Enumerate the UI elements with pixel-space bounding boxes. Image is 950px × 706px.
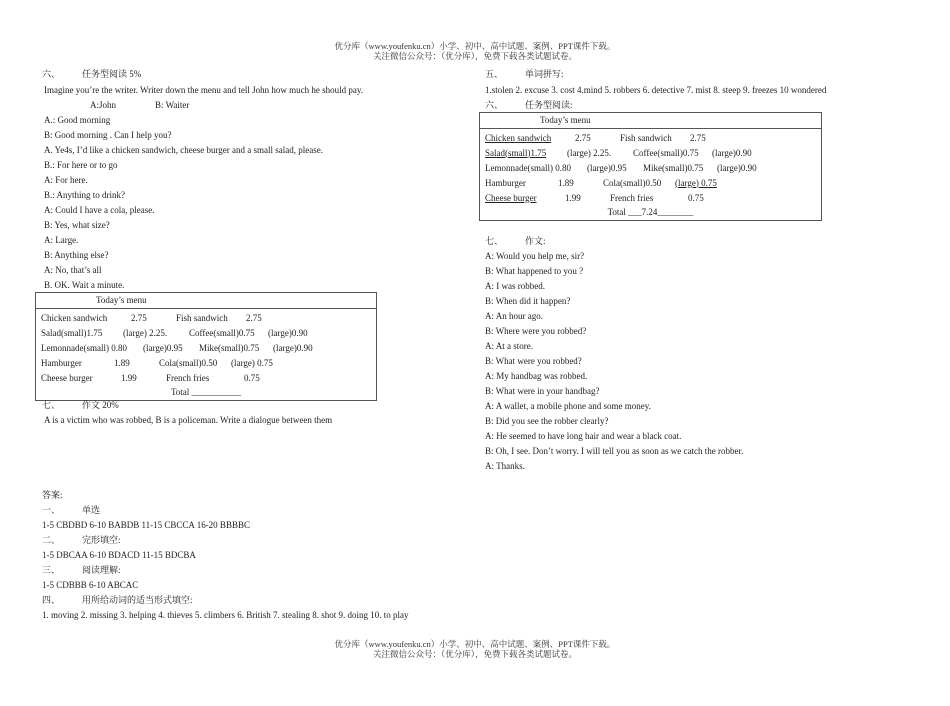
menu-cell: 0.75 [688,192,704,203]
dialogue-line: B. OK. Wait a minute. [44,280,125,290]
section-number: 四、 [42,595,61,605]
menu-cell: 2.75 [246,312,262,323]
right-section-5-heading [485,69,564,80]
reading-instruction: Imagine you’re the writer. Writer down the menu and tell John how much he should pay. [44,85,364,95]
section-title: 用所给动词的适当形式填空: [82,595,193,605]
dialogue-line: B: What were in your handbag? [485,386,600,396]
menu-cell: Chicken sandwich [485,132,552,143]
section-title: 完形填空: [82,535,121,545]
menu-cell: (large)0.95 [143,342,183,353]
section-title: 任务型阅读: [525,100,573,110]
answer-key: 1-5 CDBBB 6-10 ABCAC [42,580,139,590]
section-title: 任务型阅读 5% [82,69,142,79]
answer-section-heading [42,595,193,606]
dialogue-line: A. Ye4s, I’d like a chicken sandwich, cheese burger and a small salad, please. [44,145,323,155]
answer-section-heading [42,565,121,576]
menu-cell: Salad(small)1.75 [485,147,547,158]
section-number: 七、 [42,400,61,410]
section-title: 作文 20% [82,400,119,410]
dialogue-line: B: What were you robbed? [485,356,582,366]
writing-prompt: A is a victim who was robbed, B is a policeman. Write a dialogue between them [44,415,333,425]
dialogue-line: B: What happened to you ? [485,266,584,276]
menu-row [485,160,816,175]
left-section-6-heading [42,69,141,80]
dialogue-line: A: Large. [44,235,79,245]
menu-cell: Lemonnade(small) 0.80 [41,342,127,353]
menu-row [485,175,816,190]
section-number: 三、 [42,565,61,575]
right-section-6-heading [485,100,573,111]
menu-row [41,355,371,370]
section-number: 六、 [485,100,504,110]
menu-cell: Mike(small)0.75 [643,162,704,173]
left-section-7-heading [42,400,119,411]
menu-cell: Coffee(small)0.75 [189,327,255,338]
dialogue-line: B: Where were you robbed? [485,326,587,336]
menu-cell: Cheese burger [485,192,537,203]
menu-cell: Mike(small)0.75 [199,342,260,353]
menu-cell: 1.89 [558,177,574,188]
right-section-7-heading [485,236,546,247]
menu-cell: Lemonnade(small) 0.80 [485,162,571,173]
menu-cell: (large)0.90 [712,147,752,158]
dialogue-line: A: An hour ago. [485,311,543,321]
menu-row [485,190,816,205]
section-number: 二、 [42,535,61,545]
menu-row [41,325,371,340]
menu-cell: (large) 2.25. [123,327,168,338]
answer-section-heading [42,505,100,516]
menu-row [485,130,816,145]
dialogue-line: B: Anything else? [44,250,109,260]
dialogue-line: A.: Good morning [44,115,111,125]
menu-cell: French fries [610,192,654,203]
dialogue-line: B.: For here or to go [44,160,118,170]
menu-title: Today’s menu [540,115,591,125]
answer-key: 1-5 CBDBD 6-10 BABDB 11-15 CBCCA 16-20 BBBBC [42,520,250,530]
section-number: 六、 [42,69,61,79]
page-header [0,41,950,61]
menu-cell: (large) 2.25. [567,147,612,158]
header-line-1: 优分库（www.youfenku.cn）小学、初中、高中试题、案例、PPT课件下载。 [334,41,616,51]
section-number: 一、 [42,505,61,515]
dialogue-line: B: Good morning . Can I help you? [44,130,172,140]
footer-line-1: 优分库（www.youfenku.cn）小学、初中、高中试题、案例、PPT课件下载。 [334,639,616,649]
dialogue-line: B: Oh, I see. Don’t worry. I will tell you as soon as we catch the robber. [485,446,744,456]
menu-row [485,145,816,160]
menu-cell: 0.75 [244,372,260,383]
menu-cell: (large)0.95 [587,162,627,173]
menu-cell: Fish sandwich [620,132,672,143]
dialogue-line: A: For here. [44,175,88,185]
right-menu-table [479,112,822,221]
menu-cell: 2.75 [575,132,591,143]
section-title: 单选 [82,505,101,515]
menu-cell: Salad(small)1.75 [41,327,103,338]
menu-cell: (large)0.90 [717,162,757,173]
menu-cell: (large) 0.75 [231,357,273,368]
menu-cell: (large)0.90 [268,327,308,338]
spelling-answers: 1.stolen 2. excuse 3. cost 4.mind 5. robbers 6. detective 7. mist 8. steep 9. freezes 10 wondered [485,85,827,95]
menu-cell: (large) 0.75 [675,177,717,188]
menu-row [41,310,371,325]
footer-line-2: 关注微信公众号：（优分库），免费下载各类试题试卷。 [372,649,577,659]
section-number: 五、 [485,69,504,79]
dialogue-line: A: No, that’s all [44,265,102,275]
section-title: 单词拼写: [525,69,564,79]
menu-cell: (large)0.90 [273,342,313,353]
page-footer [0,639,950,659]
header-line-2: 关注微信公众号：（优分库），免费下载各类试题试卷。 [372,51,577,61]
role-a: A:John [90,100,117,110]
menu-row [41,340,371,355]
menu-cell: French fries [166,372,210,383]
dialogue-line: B.: Anything to drink? [44,190,125,200]
menu-title: Today’s menu [96,295,147,305]
section-title: 作文: [525,236,546,246]
menu-cell: 1.89 [114,357,130,368]
answer-key: 1-5 DBCAA 6-10 BDACD 11-15 BDCBA [42,550,196,560]
menu-cell: 1.99 [121,372,137,383]
dialogue-line: A: Would you help me, sir? [485,251,585,261]
menu-cell: 2.75 [690,132,706,143]
role-b: B: Waiter [155,100,190,110]
menu-cell: Fish sandwich [176,312,228,323]
menu-cell: 2.75 [131,312,147,323]
dialogue-line: A: At a store. [485,341,533,351]
dialogue-line: A: I was robbed. [485,281,545,291]
dialogue-line: A: Thanks. [485,461,525,471]
answer-key: 1. moving 2. missing 3. helping 4. thieves 5. climbers 6. British 7. stealing 8. shot 9. doing 10. to play [42,610,409,620]
menu-cell: Coffee(small)0.75 [633,147,699,158]
dialogue-line: A: Could I have a cola, please. [44,205,155,215]
menu-cell: Chicken sandwich [41,312,108,323]
dialogue-line: A: My handbag was robbed. [485,371,588,381]
answer-section-heading [42,535,121,546]
menu-cell: Cola(small)0.50 [159,357,218,368]
menu-total: Total ___7.24________ [607,207,694,217]
left-menu-table [35,292,377,401]
dialogue-line: B: When did it happen? [485,296,571,306]
menu-row [41,370,371,385]
dialogue-line: A: He seemed to have long hair and wear a black coat. [485,431,682,441]
answers-heading: 答案: [42,490,63,500]
menu-cell: Cola(small)0.50 [603,177,662,188]
dialogue-line: B: Did you see the robber clearly? [485,416,609,426]
dialogue-line: A: A wallet, a mobile phone and some money. [485,401,651,411]
section-number: 七、 [485,236,504,246]
dialogue-line: B: Yes, what size? [44,220,110,230]
menu-cell: Hamburger [485,177,526,188]
menu-cell: Cheese burger [41,372,93,383]
section-title: 阅读理解: [82,565,121,575]
menu-total: Total ___________ [170,387,242,397]
menu-cell: Hamburger [41,357,82,368]
menu-cell: 1.99 [565,192,581,203]
